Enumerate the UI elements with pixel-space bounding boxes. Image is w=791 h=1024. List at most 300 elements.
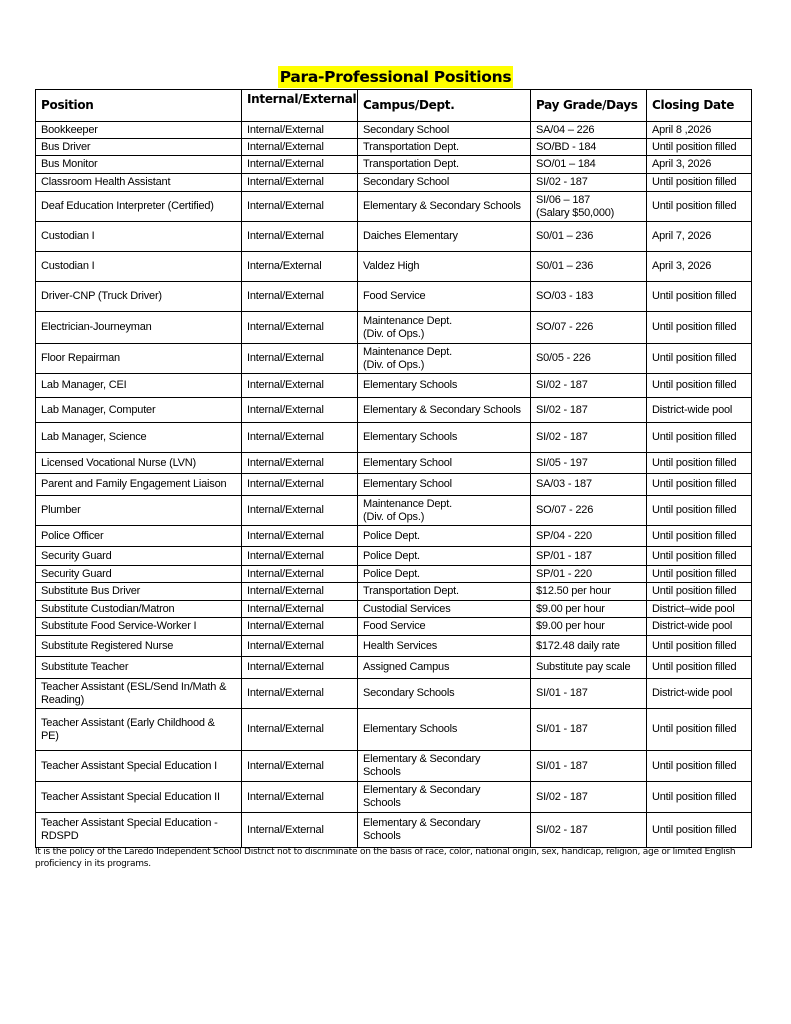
table-row [36,782,752,813]
cell-campus-dept [358,474,531,496]
table-row [36,679,752,709]
cell-position-text: Security Guard [41,567,112,580]
cell-campus-dept [358,636,531,657]
cell-closing-date-text: Until position filled [652,456,737,469]
cell-campus-dept-text: Elementary & Secondary Schools [363,200,521,212]
cell-internal-external-text: Internal/External [247,321,324,333]
cell-pay-grade-days [531,139,647,156]
cell-campus-dept-text: Police Dept. [363,529,420,542]
cell-pay-grade-days [531,813,647,848]
header-campus-dept: Campus/Dept. [358,90,531,122]
table-header-row [36,90,752,122]
cell-position-text: Security Guard [41,549,112,562]
cell-position-text: Floor Repairman [41,352,120,364]
cell-campus-dept-text: Elementary Schools [363,723,458,735]
cell-position-text: Teacher Assistant Special Education II [41,790,220,803]
cell-closing-date [647,312,752,344]
cell-campus-dept [358,344,531,374]
cell-closing-date-text: Until position filled [652,567,737,580]
cell-position [36,782,242,813]
cell-pay-grade-days [531,453,647,474]
cell-closing-date-text: Until position filled [652,379,737,391]
cell-closing-date [647,813,752,848]
cell-closing-date-text: Until position filled [652,431,737,443]
cell-pay-grade-days [531,192,647,222]
cell-campus-dept-text: Food Service [363,290,426,302]
cell-closing-date-text: Until position filled [652,759,737,772]
cell-internal-external [242,122,358,139]
cell-pay-grade-days [531,474,647,496]
cell-closing-date [647,474,752,496]
table-row [36,547,752,566]
cell-closing-date [647,222,752,252]
cell-campus-dept-text-line2: (Div. of Ops.) [363,327,425,340]
cell-position-text: Substitute Bus Driver [41,585,141,597]
cell-closing-date-text: April 7, 2026 [652,230,712,242]
cell-pay-grade-days-text: SP/01 - 187 [536,549,592,562]
cell-internal-external-text: Internal/External [247,529,324,542]
cell-internal-external [242,547,358,566]
cell-internal-external-text: Internal/External [247,620,324,632]
cell-campus-dept-text: Transportation Dept. [363,158,459,170]
cell-position-text: Electrician-Journeyman [41,321,152,333]
cell-position [36,474,242,496]
cell-pay-grade-days [531,751,647,782]
cell-internal-external [242,601,358,618]
table-row [36,453,752,474]
cell-closing-date-text: Until position filled [652,790,737,803]
table-row [36,156,752,174]
cell-position-text: Parent and Family Engagement Liaison [41,478,227,490]
cell-internal-external-text: Internal/External [247,504,324,516]
table-row [36,474,752,496]
cell-campus-dept [358,222,531,252]
cell-campus-dept [358,423,531,453]
cell-closing-date [647,496,752,526]
cell-campus-dept [358,782,531,813]
cell-closing-date [647,344,752,374]
cell-position [36,601,242,618]
cell-position [36,344,242,374]
cell-closing-date [647,282,752,312]
cell-internal-external-text: Internal/External [247,431,324,443]
cell-internal-external-text: Internal/External [247,790,324,803]
cell-internal-external [242,192,358,222]
cell-closing-date-text: April 3, 2026 [652,158,712,170]
cell-closing-date [647,566,752,583]
cell-position [36,496,242,526]
cell-closing-date [647,192,752,222]
cell-internal-external-text: Internal/External [247,478,324,490]
cell-position [36,252,242,282]
cell-internal-external [242,474,358,496]
cell-pay-grade-days [531,782,647,813]
cell-closing-date [647,751,752,782]
cell-pay-grade-days-text: $9.00 per hour [536,620,605,632]
cell-pay-grade-days [531,122,647,139]
cell-internal-external [242,813,358,848]
cell-internal-external-text: Internal/External [247,123,324,136]
cell-pay-grade-days-text: SI/01 - 187 [536,687,588,699]
cell-pay-grade-days [531,657,647,679]
cell-pay-grade-days [531,679,647,709]
table-row [36,122,752,139]
cell-campus-dept-text-line2: Schools [363,766,401,778]
cell-pay-grade-days-text: SO/01 – 184 [536,158,596,170]
cell-campus-dept-text: Assigned Campus [363,661,450,673]
cell-campus-dept-text: Transportation Dept. [363,140,459,153]
table-row [36,174,752,192]
cell-position [36,122,242,139]
cell-position-text: Teacher Assistant Special Education I [41,759,218,772]
cell-position [36,526,242,547]
cell-campus-dept [358,156,531,174]
cell-campus-dept-text: Elementary Schools [363,379,458,391]
cell-closing-date [647,252,752,282]
cell-position-text: Bus Monitor [41,158,98,170]
cell-internal-external [242,583,358,601]
cell-campus-dept-text: Maintenance Dept. [363,314,452,327]
cell-internal-external [242,453,358,474]
cell-pay-grade-days-text: S0/01 – 236 [536,260,594,272]
cell-position-text: Substitute Registered Nurse [41,639,174,652]
cell-campus-dept [358,618,531,636]
table-row [36,751,752,782]
cell-pay-grade-days [531,618,647,636]
cell-internal-external-text: Internal/External [247,403,324,416]
cell-position [36,222,242,252]
cell-closing-date-text: Until position filled [652,639,737,652]
cell-pay-grade-days-text: SP/04 - 220 [536,529,592,542]
cell-position-text: Teacher Assistant Special Education - [41,817,218,829]
title-wrap [0,66,791,88]
cell-campus-dept-text: Elementary & Secondary [363,784,481,796]
cell-internal-external-text: Internal/External [247,200,324,212]
cell-campus-dept-text: Elementary School [363,456,452,469]
cell-internal-external-text: Internal/External [247,230,324,242]
cell-campus-dept-text: Valdez High [363,260,420,272]
cell-pay-grade-days-text: SA/03 - 187 [536,478,592,490]
cell-internal-external-text: Internal/External [247,158,324,170]
header-pay-grade-days: Pay Grade/Days [531,90,647,122]
cell-internal-external [242,709,358,751]
cell-position [36,547,242,566]
cell-pay-grade-days [531,174,647,192]
cell-closing-date [647,156,752,174]
cell-internal-external-text: Internal/External [247,759,324,772]
table-body [36,122,752,848]
cell-position-text-line2: Reading) [41,693,85,706]
cell-internal-external-text: Internal/External [247,687,324,699]
cell-closing-date-text: Until position filled [652,549,737,562]
cell-campus-dept [358,312,531,344]
cell-internal-external [242,374,358,398]
cell-position-text: Substitute Food Service-Worker I [41,620,197,632]
table-row [36,709,752,751]
cell-pay-grade-days [531,312,647,344]
cell-pay-grade-days-text: SI/06 – 187 [536,193,591,206]
cell-position-text: Driver-CNP (Truck Driver) [41,290,162,302]
cell-position [36,813,242,848]
cell-pay-grade-days-text: SO/07 - 226 [536,504,594,516]
cell-internal-external-text: Internal/External [247,456,324,469]
cell-campus-dept-text: Elementary & Secondary [363,817,481,829]
cell-campus-dept [358,583,531,601]
cell-position-text: Police Officer [41,529,104,542]
cell-internal-external [242,282,358,312]
cell-closing-date [647,618,752,636]
cell-closing-date [647,657,752,679]
cell-closing-date [647,526,752,547]
cell-closing-date-text: Until position filled [652,823,737,836]
cell-campus-dept [358,453,531,474]
table-row [36,423,752,453]
cell-closing-date [647,547,752,566]
cell-campus-dept-text: Maintenance Dept. [363,497,452,510]
cell-position [36,618,242,636]
cell-internal-external [242,156,358,174]
cell-pay-grade-days [531,601,647,618]
cell-campus-dept [358,547,531,566]
cell-closing-date [647,374,752,398]
cell-campus-dept [358,398,531,423]
cell-pay-grade-days-text: SI/02 - 187 [536,431,588,443]
cell-position [36,709,242,751]
cell-pay-grade-days-text: S0/01 – 236 [536,230,594,242]
cell-pay-grade-days [531,496,647,526]
cell-internal-external [242,679,358,709]
cell-internal-external [242,618,358,636]
header-position: Position [36,90,242,122]
cell-campus-dept [358,813,531,848]
cell-pay-grade-days-text: SI/02 - 187 [536,790,588,803]
cell-closing-date [647,583,752,601]
cell-internal-external-text: Internal/External [247,639,324,652]
cell-campus-dept-text: Secondary School [363,123,450,136]
cell-campus-dept [358,122,531,139]
cell-internal-external [242,566,358,583]
cell-closing-date-text: District-wide pool [652,620,733,632]
cell-position-text: Teacher Assistant (ESL/Send In/Math & [41,680,227,693]
cell-internal-external-text: Internal/External [247,379,324,391]
cell-campus-dept-text: Food Service [363,620,426,632]
table-row [36,583,752,601]
cell-campus-dept-text: Custodial Services [363,602,451,615]
cell-closing-date-text: District-wide pool [652,687,733,699]
cell-campus-dept [358,192,531,222]
cell-pay-grade-days-text: SA/04 – 226 [536,123,595,136]
table-row [36,813,752,848]
cell-position-text-line2: PE) [41,729,59,742]
cell-closing-date-text: April 3, 2026 [652,260,712,272]
cell-position-text: Lab Manager, Science [41,431,147,443]
table-row [36,312,752,344]
cell-closing-date-text: Until position filled [652,529,737,542]
cell-closing-date-text: Until position filled [652,661,737,673]
cell-position-text: Licensed Vocational Nurse (LVN) [41,456,197,469]
positions-table [35,89,752,848]
cell-closing-date [647,423,752,453]
cell-pay-grade-days [531,252,647,282]
cell-position [36,139,242,156]
cell-internal-external [242,751,358,782]
cell-campus-dept [358,282,531,312]
cell-position-text: Teacher Assistant (Early Childhood & [41,716,215,729]
page-title: Para-Professional Positions [279,68,512,86]
cell-closing-date-text: Until position filled [652,723,737,735]
cell-campus-dept-text: Maintenance Dept. [363,345,452,358]
cell-closing-date [647,709,752,751]
cell-internal-external [242,174,358,192]
cell-pay-grade-days-text: SI/05 - 197 [536,456,588,469]
cell-campus-dept-text-line2: (Div. of Ops.) [363,510,425,523]
cell-campus-dept [358,679,531,709]
cell-pay-grade-days-text: SI/02 - 187 [536,379,588,391]
cell-position [36,374,242,398]
cell-internal-external-text: Internal/External [247,290,324,302]
cell-campus-dept [358,252,531,282]
cell-position-text: Lab Manager, CEI [41,379,127,391]
cell-pay-grade-days-text: $172.48 daily rate [536,639,620,652]
cell-pay-grade-days-text: SO/03 - 183 [536,290,594,302]
cell-campus-dept [358,174,531,192]
cell-internal-external [242,222,358,252]
cell-pay-grade-days-text-line2: (Salary $50,000) [536,206,615,219]
cell-closing-date-text: Until position filled [652,176,737,188]
cell-pay-grade-days-text: SI/02 - 187 [536,176,588,188]
cell-internal-external-text: Internal/External [247,176,324,188]
cell-internal-external-text: Internal/External [247,602,324,615]
cell-pay-grade-days [531,583,647,601]
cell-internal-external [242,252,358,282]
table-row [36,374,752,398]
cell-campus-dept-text: Elementary Schools [363,431,458,443]
cell-position-text: Custodian I [41,260,95,272]
cell-campus-dept-text: Police Dept. [363,567,420,580]
cell-campus-dept-text: Health Services [363,639,438,652]
cell-pay-grade-days [531,547,647,566]
cell-pay-grade-days-text: Substitute pay scale [536,661,631,673]
cell-campus-dept-text-line2: Schools [363,797,401,809]
cell-campus-dept-text-line2: Schools [363,830,401,842]
cell-position [36,192,242,222]
cell-closing-date-text: District–wide pool [652,602,735,615]
cell-campus-dept-text-line2: (Div. of Ops.) [363,358,425,371]
cell-closing-date [647,636,752,657]
cell-campus-dept [358,751,531,782]
cell-position [36,312,242,344]
cell-pay-grade-days-text: $9.00 per hour [536,602,605,615]
cell-internal-external [242,496,358,526]
cell-pay-grade-days [531,566,647,583]
cell-internal-external-text: Internal/External [247,567,324,580]
cell-pay-grade-days-text: SI/01 - 187 [536,723,588,735]
cell-internal-external-text: Internal/External [247,549,324,562]
cell-internal-external-text: Interna/External [247,260,322,272]
cell-pay-grade-days-text: SO/BD - 184 [536,140,597,153]
cell-campus-dept-text: Secondary School [363,176,450,188]
cell-campus-dept [358,566,531,583]
cell-pay-grade-days [531,344,647,374]
cell-closing-date-text: Until position filled [652,352,737,364]
cell-position-text: Substitute Custodian/Matron [41,602,175,615]
cell-position-text: Bus Driver [41,140,91,153]
cell-position [36,453,242,474]
cell-closing-date [647,782,752,813]
cell-closing-date-text: District-wide pool [652,403,733,416]
cell-position-text: Lab Manager, Computer [41,403,156,416]
cell-position-text: Custodian I [41,230,95,242]
cell-internal-external-text: Internal/External [247,723,324,735]
cell-position [36,398,242,423]
cell-pay-grade-days-text: SI/01 - 187 [536,759,588,772]
cell-pay-grade-days [531,636,647,657]
table-row [36,139,752,156]
cell-pay-grade-days [531,156,647,174]
cell-position-text: Deaf Education Interpreter (Certified) [41,200,214,212]
cell-closing-date-text: Until position filled [652,290,737,302]
cell-pay-grade-days [531,526,647,547]
table-row [36,657,752,679]
cell-position [36,636,242,657]
cell-closing-date-text: Until position filled [652,478,737,490]
cell-closing-date [647,398,752,423]
cell-closing-date-text: Until position filled [652,140,737,153]
cell-internal-external-text: Internal/External [247,661,324,673]
cell-campus-dept-text: Transportation Dept. [363,585,459,597]
table-row [36,601,752,618]
header-internal-external: Internal/External [242,90,358,122]
cell-position-text: Substitute Teacher [41,661,129,673]
header-closing-date: Closing Date [647,90,752,122]
cell-campus-dept-text: Elementary & Secondary [363,753,481,765]
cell-campus-dept [358,374,531,398]
cell-pay-grade-days [531,222,647,252]
cell-internal-external [242,344,358,374]
cell-position-text: Bookkeeper [41,123,98,136]
cell-pay-grade-days [531,398,647,423]
cell-pay-grade-days [531,709,647,751]
cell-pay-grade-days-text: SO/07 - 226 [536,321,594,333]
cell-campus-dept [358,139,531,156]
cell-campus-dept [358,526,531,547]
cell-closing-date [647,679,752,709]
cell-closing-date-text: Until position filled [652,321,737,333]
table-row [36,496,752,526]
cell-position [36,679,242,709]
cell-internal-external [242,423,358,453]
cell-campus-dept-text: Secondary Schools [363,687,455,699]
cell-closing-date [647,139,752,156]
table-row [36,566,752,583]
cell-position [36,423,242,453]
cell-pay-grade-days-text: $12.50 per hour [536,585,611,597]
table-row [36,344,752,374]
cell-position [36,657,242,679]
cell-position [36,156,242,174]
cell-pay-grade-days-text: SI/02 - 187 [536,823,588,836]
cell-campus-dept-text: Elementary School [363,478,452,490]
cell-position-text-line2: RDSPD [41,830,79,842]
cell-pay-grade-days-text: SI/02 - 187 [536,403,588,416]
table-row [36,252,752,282]
cell-position-text: Classroom Health Assistant [41,176,171,188]
cell-campus-dept [358,657,531,679]
cell-campus-dept [358,601,531,618]
cell-internal-external [242,782,358,813]
cell-pay-grade-days-text: S0/05 - 226 [536,352,591,364]
cell-position [36,566,242,583]
